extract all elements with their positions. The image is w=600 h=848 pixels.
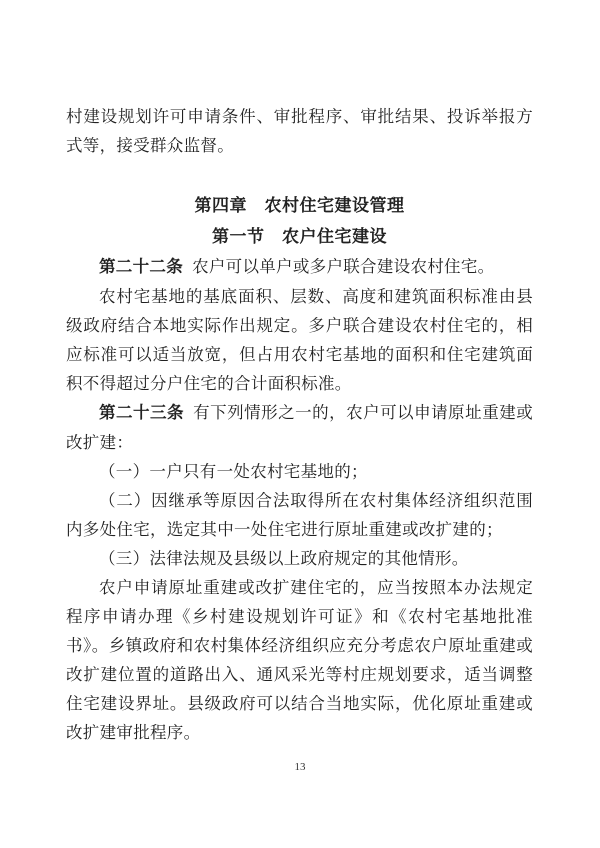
article-23-paragraph: [66, 398, 533, 457]
list-item-2-text: （二）因继承等原因合法取得所在农村集体经济组织范围内多处住宅，选定其中一处住宅进行原址重建或改扩建的；: [66, 491, 533, 539]
list-item-1-text: （一）一户只有一处农村宅基地的；: [99, 462, 368, 481]
list-item-1: [66, 457, 533, 486]
article-22-detail-paragraph: [66, 282, 533, 398]
section-heading: 第一节 农户住宅建设: [212, 227, 387, 246]
page-content: [66, 102, 533, 747]
list-item-3-text: （三）法律法规及县级以上政府规定的其他情形。: [99, 549, 469, 568]
article-22-paragraph: [66, 252, 533, 282]
article-22-detail-text: 农村宅基地的基底面积、层数、高度和建筑面积标准由县级政府结合本地实际作出规定。多户联合建设农村住宅的，相应标准可以适当放宽，但占用农村宅基地的面积和住宅建筑面积不得超过分户住宅的合计面积标准。: [66, 287, 533, 393]
chapter-heading: 第四章 农村住宅建设管理: [194, 196, 405, 215]
list-item-2: [66, 486, 533, 544]
article-22-text: 农户可以单户或多户联合建设农村住宅。: [192, 257, 495, 276]
article-22-number: 第二十二条: [99, 258, 183, 276]
list-item-3: [66, 544, 533, 573]
paragraph-continuation: 村建设规划许可申请条件、审批程序、审批结果、投诉举报方式等，接受群众监督。: [66, 107, 533, 155]
article-23-number: 第二十三条: [99, 404, 185, 422]
article-23-closing-paragraph: [66, 573, 533, 747]
article-23-closing-text: 农户申请原址重建或改扩建住宅的，应当按照本办法规定程序申请办理《乡村建设规划许可证》和《农村宅基地批准书》。乡镇政府和农村集体经济组织应充分考虑农户原址重建或改扩建位置的道路出入、通风采光等村庄规划要求，适当调整住宅建设界址。县级政府可以结合当地实际，优化原址重建或改扩建审批程序。: [66, 578, 533, 742]
article-23-text: 有下列情形之一的，农户可以申请原址重建或改扩建：: [66, 403, 534, 452]
page-number: 13: [294, 761, 306, 773]
